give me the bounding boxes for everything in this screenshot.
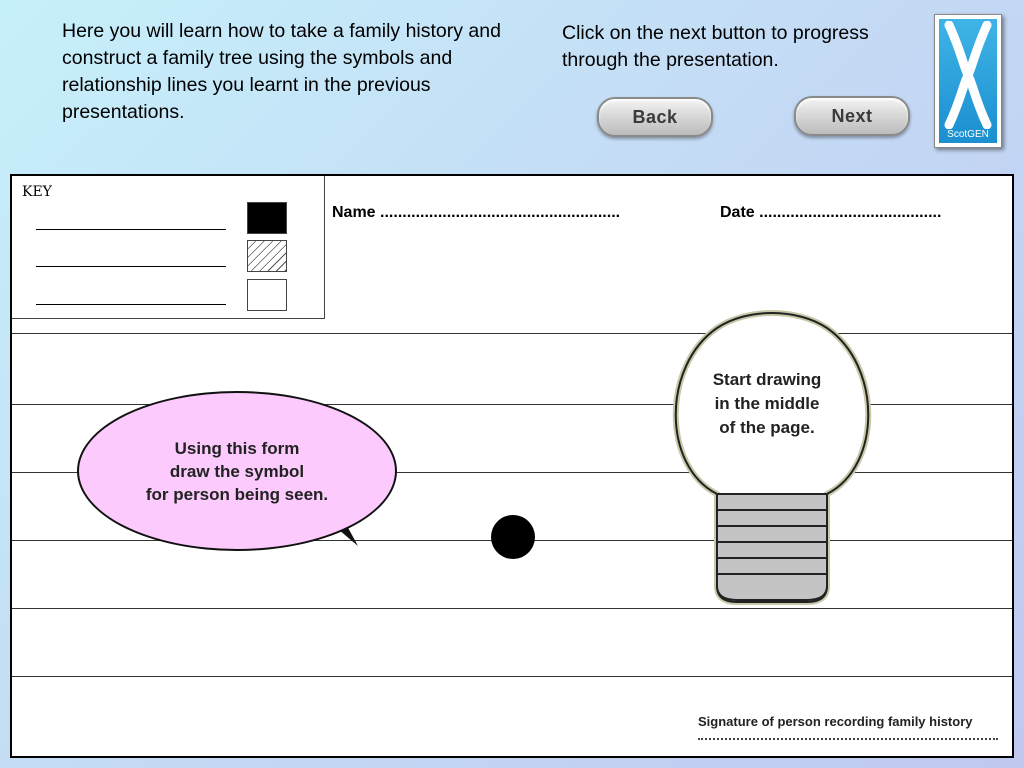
- date-label: Date: [720, 204, 755, 221]
- instruction-text: Click on the next button to progress through the presentation.: [562, 22, 869, 71]
- empty-square-symbol: [247, 279, 287, 311]
- lightbulb-icon: [657, 306, 887, 606]
- name-dots: ......................................................: [380, 204, 621, 221]
- lightbulb-text: [692, 368, 842, 440]
- form-rule: [12, 676, 1012, 677]
- hatched-square-symbol: [247, 240, 287, 272]
- family-history-form: [10, 174, 1014, 758]
- name-label: Name: [332, 204, 376, 221]
- key-entry-line[interactable]: [36, 266, 226, 267]
- key-box: [12, 176, 325, 319]
- signature-label: Signature of person recording family history: [698, 714, 973, 729]
- date-dots: .........................................: [759, 204, 942, 221]
- key-entry-line[interactable]: [36, 229, 226, 230]
- bubble-line-3: for person being seen.: [145, 484, 329, 504]
- bulb-line-2: in the middle: [714, 394, 820, 413]
- bulb-line-3: of the page.: [719, 418, 815, 437]
- back-button[interactable]: Back: [597, 97, 713, 137]
- logo-label: ScotGEN: [947, 129, 989, 140]
- key-entry-line[interactable]: [36, 304, 226, 305]
- speech-bubble: [77, 391, 397, 551]
- scotgen-logo: [934, 14, 1002, 148]
- key-title: KEY: [22, 184, 52, 200]
- filled-circle-symbol: [491, 515, 535, 559]
- bulb-line-1: Start drawing: [712, 370, 822, 389]
- form-rule: [12, 608, 1012, 609]
- date-field[interactable]: [720, 204, 941, 222]
- bubble-line-1: Using this form: [174, 438, 300, 458]
- chromosome-icon: [939, 21, 997, 129]
- bubble-line-2: draw the symbol: [169, 461, 305, 481]
- filled-square-symbol: [247, 202, 287, 234]
- next-button[interactable]: Next: [794, 96, 910, 136]
- name-field[interactable]: [332, 204, 620, 222]
- signature-line[interactable]: [698, 738, 998, 740]
- intro-text: Here you will learn how to take a family history and construct a family tree using the symbols and relationship lines you learnt in the previous presentations.: [62, 20, 501, 123]
